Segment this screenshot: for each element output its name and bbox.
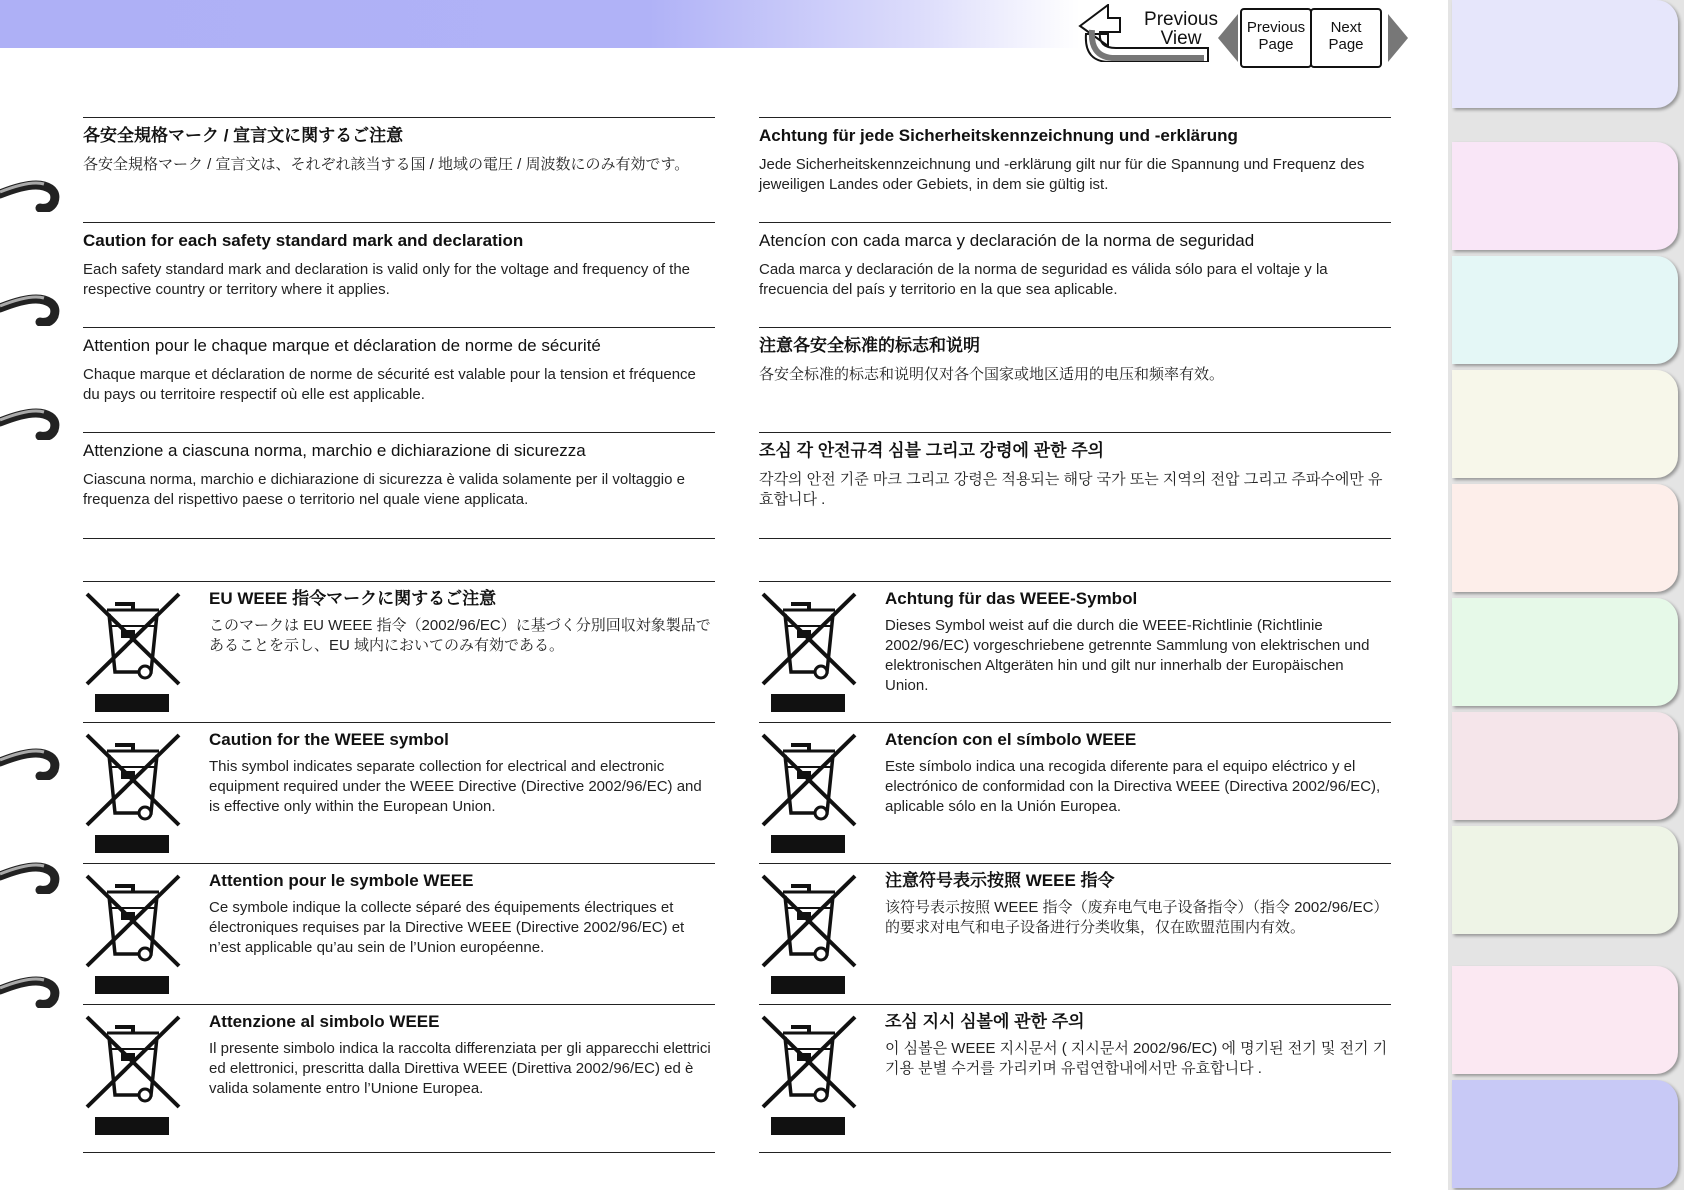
chapter-tab-9[interactable] [1452, 966, 1678, 1074]
weee-text: 이 심볼은 WEEE 지시문서 ( 지시문서 2002/96/EC) 에 명기된 전기 및 전기 기기용 분별 수거를 가리키며 유럽연합내에서만 유효합니다 . [885, 1040, 1388, 1077]
weee-spanish [759, 722, 1391, 863]
chapter-tab-1[interactable] [1452, 0, 1678, 108]
weee-crossed-bin-icon [761, 874, 857, 996]
binder-ring-icon [0, 400, 62, 440]
weee-title: 注意符号表示按照 WEEE 指令 [885, 871, 1115, 890]
top-banner [0, 0, 1080, 48]
chapter-tab-7[interactable] [1452, 712, 1678, 820]
weee-text: Dieses Symbol weist auf die durch die WEEE-Richtlinie (Richtlinie 2002/96/EC) vorgeschriebene getrennte Sammlung von elektrischen und elektronischen Altgeräten hin und gilt nur innerhalb der Europäischen Union. [885, 617, 1370, 694]
notice-title: 注意各安全标准的标志和说明 [759, 336, 980, 355]
weee-german [759, 581, 1391, 722]
notice-text: 각각의 안전 기준 마크 그리고 강령은 적용되는 해당 국가 또는 지역의 전압 그리고 주파수에만 유효합니다 . [759, 471, 1383, 508]
weee-text: This symbol indicates separate collection for electrical and electronic equipment required under the WEEE Directive (Directive 2002/96/EC) and is effective only within the European Union. [209, 758, 702, 815]
weee-crossed-bin-icon [85, 733, 181, 855]
previous-view-label: Previous View [1144, 9, 1218, 49]
weee-title: Attention pour le symbole WEEE [209, 871, 474, 890]
notice-japanese [83, 117, 715, 175]
weee-title: 조심 지시 심볼에 관한 주의 [885, 1012, 1085, 1031]
weee-crossed-bin-icon [761, 733, 857, 855]
weee-crossed-bin-icon [85, 874, 181, 996]
weee-crossed-bin-icon [85, 1015, 181, 1137]
notice-text: Cada marca y declaración de la norma de seguridad es válida sólo para el voltaje y la frecuencia del país y territorio en la que sea aplicable. [759, 261, 1328, 298]
weee-crossed-bin-icon [85, 592, 181, 714]
divider [759, 1152, 1391, 1153]
notice-title: Attention pour le chaque marque et déclaration de norme de sécurité [83, 336, 601, 355]
chapter-tab-5[interactable] [1452, 484, 1678, 592]
chapter-tab-10[interactable] [1452, 1080, 1678, 1188]
weee-title: Attenzione al simbolo WEEE [209, 1012, 440, 1031]
binder-ring-icon [0, 740, 62, 780]
notice-chinese [759, 327, 1391, 385]
next-page-button[interactable]: Next Page [1310, 8, 1382, 68]
chapter-tab-4[interactable] [1452, 370, 1678, 478]
chapter-tab-8[interactable] [1452, 826, 1678, 934]
weee-title: Achtung für das WEEE-Symbol [885, 589, 1138, 608]
notice-text: Chaque marque et déclaration de norme de sécurité est valable pour la tension et fréquence du pays ou territoire respectif où elle est applicable. [83, 366, 696, 403]
previous-page-arrow-icon[interactable] [1218, 14, 1238, 62]
weee-title: EU WEEE 指令マークに関するご注意 [209, 589, 497, 608]
notice-text: Jede Sicherheitskennzeichnung und -erklärung gilt nur für die Spannung und Frequenz des jeweiligen Landes oder Gebiets, in dem sie gültig ist. [759, 156, 1365, 193]
weee-chinese [759, 863, 1391, 1004]
weee-text: Este símbolo indica una recogida diferente para el equipo eléctrico y el electrónico de conformidad con la Directiva WEEE (Directiva 2002/96/EC), aplicable sólo en la Unión Europea. [885, 758, 1381, 815]
divider [83, 538, 715, 539]
notice-spanish [759, 222, 1391, 300]
chapter-tabs [1448, 0, 1684, 1190]
notice-title: Achtung für jede Sicherheitskennzeichnung und -erklärung [759, 126, 1238, 145]
weee-title: Atencíon con el símbolo WEEE [885, 730, 1137, 749]
notice-title: 조심 각 안전규격 심블 그리고 강령에 관한 주의 [759, 441, 1105, 460]
weee-text: このマークは EU WEEE 指令（2002/96/EC）に基づく分別回収対象製品であることを示し、EU 域内においてのみ有効である。 [209, 617, 711, 654]
notice-text: 各安全标准的标志和说明仅对各个国家或地区适用的电压和频率有效。 [759, 366, 1225, 383]
weee-japanese [83, 581, 715, 722]
chapter-tab-3[interactable] [1452, 256, 1678, 364]
chapter-tab-2[interactable] [1452, 142, 1678, 250]
notice-english [83, 222, 715, 300]
weee-english [83, 722, 715, 863]
weee-text: Il presente simbolo indica la raccolta differenziata per gli apparecchi elettrici ed elettronici, prescritta dalla Direttiva WEEE (Direttiva 2002/96/EC) ed è valida solamente entro l’Unione Europea. [209, 1040, 711, 1097]
weee-text: Ce symbole indique la collecte séparé des équipements électriques et électroniques requises par la Directive WEEE (Directive 2002/96/EC) et n’est applicable qu’au sein de l’Union européenne. [209, 899, 685, 956]
notice-title: Caution for each safety standard mark and declaration [83, 231, 524, 250]
chapter-tab-6[interactable] [1452, 598, 1678, 706]
notice-title: Atencíon con cada marca y declaración de la norma de seguridad [759, 231, 1255, 250]
divider [83, 1152, 715, 1153]
page-navigation [1218, 8, 1408, 70]
weee-text: 该符号表示按照 WEEE 指令（废弃电气电子设备指令）（指令 2002/96/EC）的要求对电气和电子设备进行分类收集，仅在欧盟范围内有效。 [885, 899, 1389, 936]
binder-ring-icon [0, 854, 62, 894]
binder-ring-icon [0, 968, 62, 1008]
notice-text: Ciascuna norma, marchio e dichiarazione di sicurezza è valida solamente per il voltaggio e frequenza del rispettivo paese o territorio nel quale viene applicata. [83, 471, 685, 508]
weee-italian [83, 1004, 715, 1145]
weee-korean [759, 1004, 1391, 1145]
next-page-arrow-icon[interactable] [1388, 14, 1408, 62]
divider [759, 538, 1391, 539]
notice-korean [759, 432, 1391, 510]
weee-french [83, 863, 715, 1004]
notice-french [83, 327, 715, 405]
binder-ring-icon [0, 286, 62, 326]
weee-title: Caution for the WEEE symbol [209, 730, 449, 749]
binder-ring-icon [0, 172, 62, 212]
notice-italian [83, 432, 715, 510]
notice-text: 各安全規格マーク / 宣言文は、それぞれ該当する国 / 地域の電圧 / 周波数にのみ有効です。 [83, 156, 690, 173]
notice-title: 各安全規格マーク / 宣言文に関するご注意 [83, 126, 404, 145]
weee-crossed-bin-icon [761, 1015, 857, 1137]
previous-page-button[interactable]: Previous Page [1240, 8, 1312, 68]
notice-german [759, 117, 1391, 195]
notice-text: Each safety standard mark and declaration is valid only for the voltage and frequency of the respective country or territory where it applies. [83, 261, 691, 298]
weee-crossed-bin-icon [761, 592, 857, 714]
notice-title: Attenzione a ciascuna norma, marchio e dichiarazione di sicurezza [83, 441, 586, 460]
